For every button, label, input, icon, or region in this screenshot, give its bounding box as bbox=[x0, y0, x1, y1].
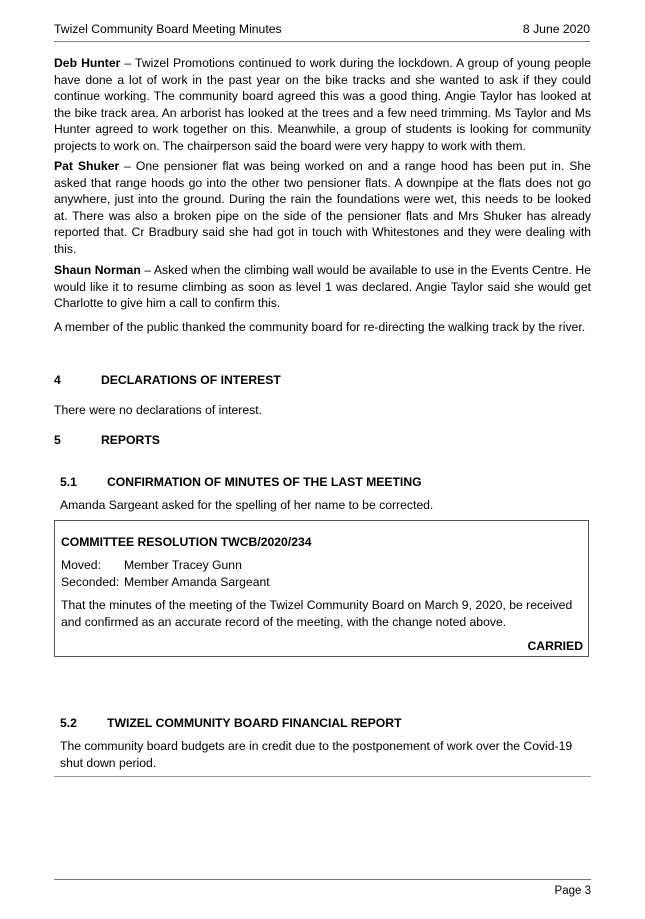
seconded-label: Seconded: bbox=[61, 575, 120, 589]
resolution-text: That the minutes of the meeting of the Twizel Community Board on March 9, 2020, be received and confirmed as an accurate record of the meeting, with the change noted above. bbox=[61, 598, 573, 629]
section-number: 5.2 bbox=[60, 716, 77, 730]
section-title: TWIZEL COMMUNITY BOARD FINANCIAL REPORT bbox=[107, 716, 402, 730]
section-5-2-heading bbox=[60, 715, 590, 732]
section-title: REPORTS bbox=[101, 433, 160, 447]
seconded-row bbox=[61, 574, 583, 591]
carried-status: CARRIED bbox=[527, 639, 583, 653]
moved-label: Moved: bbox=[61, 558, 101, 572]
section-5-1-text: Amanda Sargeant asked for the spelling of her name to be corrected. bbox=[60, 498, 434, 512]
section-5-1-heading bbox=[60, 474, 590, 491]
paragraph-text: A member of the public thanked the community board for re-directing the walking track by the river. bbox=[54, 320, 586, 334]
seconded-value: Member Amanda Sargeant bbox=[124, 575, 270, 589]
paragraph-text: – Twizel Promotions continued to work during the lockdown. A group of young people have done a lot of work in the past year on the bike tracks and she wanted to ask if they could continue working. The community board agreed this was a good thing. Angie Taylor has looked at the bike track area. An arborist has looked at the trees and a few need trimming. Ms Taylor and Ms Hunter agreed to work together on this. Meanwhile, a group of students is looking for community projects to work on. The chairperson said the board were very happy to work with them. bbox=[54, 56, 591, 153]
section-number: 5.1 bbox=[60, 475, 77, 489]
paragraph-pat-shuker bbox=[54, 158, 591, 257]
paragraph-text: – One pensioner flat was being worked on and a range hood has been put in. She asked that range hoods go into the other two pensioner flats. A downpipe at the flats does not go anywhere, just into the ground. During the rain the foundations were wet, this needs to be looked at. There was also a broken pipe on the side of the pensioner flats and Mrs Shuker has already reported that. Cr Bradbury said she had got in touch with Whitestones and they were dealing with this. bbox=[54, 159, 591, 256]
footer-divider bbox=[54, 879, 591, 880]
section-5-2-text: The community board budgets are in credit due to the postponement of work over the Covid-19 shut down period. bbox=[60, 739, 573, 770]
paragraph-text: – Asked when the climbing wall would be available to use in the Events Centre. He would like it to resume climbing as soon as level 1 was declared. Angie Taylor said she would get Charlotte to give him a call to confirm this. bbox=[54, 263, 591, 310]
section-number: 5 bbox=[54, 433, 61, 447]
resolution-title: COMMITTEE RESOLUTION TWCB/2020/234 bbox=[61, 535, 312, 549]
section-5-heading bbox=[54, 432, 591, 449]
moved-value: Member Tracey Gunn bbox=[124, 558, 242, 572]
paragraph-shaun-norman bbox=[54, 262, 591, 312]
committee-resolution-box bbox=[54, 520, 589, 657]
paragraph-deb-hunter bbox=[54, 55, 591, 154]
section-4-heading bbox=[54, 372, 591, 389]
section-4-text: There were no declarations of interest. bbox=[54, 403, 262, 417]
page-header bbox=[54, 21, 590, 42]
section-number: 4 bbox=[54, 373, 61, 387]
moved-row bbox=[61, 557, 583, 574]
section-title: CONFIRMATION OF MINUTES OF THE LAST MEETING bbox=[107, 475, 422, 489]
meeting-date: 8 June 2020 bbox=[522, 22, 590, 36]
speaker-name: Pat Shuker bbox=[54, 159, 120, 173]
paragraph-public-member bbox=[54, 319, 591, 336]
section-title: DECLARATIONS OF INTEREST bbox=[101, 373, 281, 387]
speaker-name: Shaun Norman bbox=[54, 263, 141, 277]
page-number: Page 3 bbox=[554, 885, 591, 897]
section-divider bbox=[54, 776, 591, 777]
document-title: Twizel Community Board Meeting Minutes bbox=[54, 22, 282, 36]
speaker-name: Deb Hunter bbox=[54, 56, 121, 70]
